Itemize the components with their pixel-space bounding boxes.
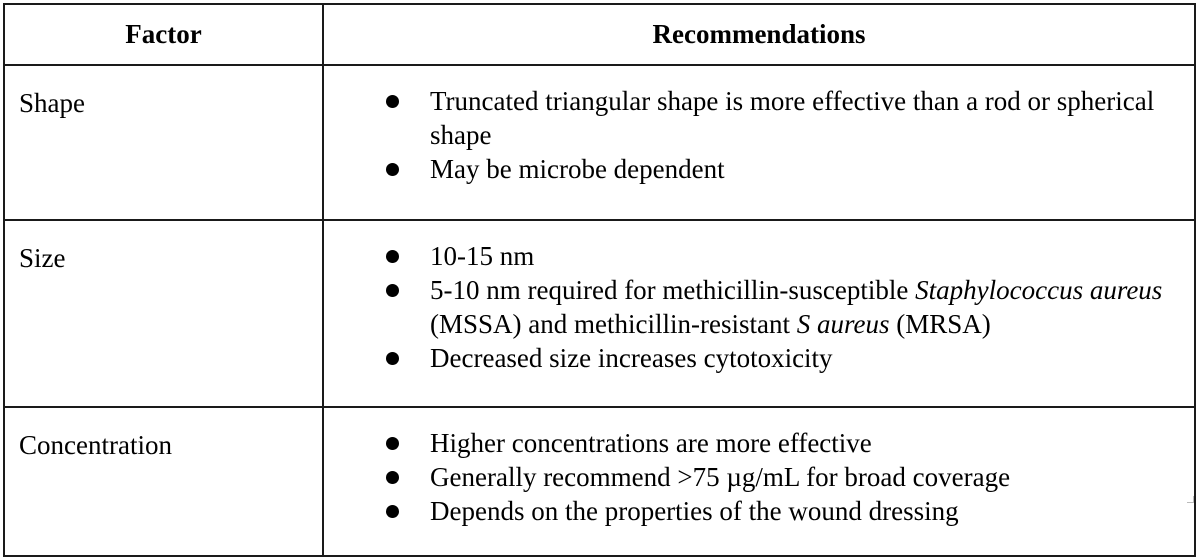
- list-item-text: Generally recommend >75 µg/mL for broad coverage: [430, 462, 1011, 492]
- list-item-text-part: (MSSA) and methicillin-resistant: [430, 309, 797, 339]
- list-item-text: Decreased size increases cytotoxicity: [430, 343, 833, 373]
- list-item: [324, 426, 1184, 460]
- factor-cell-shape: Shape: [4, 65, 323, 220]
- list-item: [324, 494, 1184, 528]
- list-item: [324, 152, 1184, 186]
- list-item-text-part: 5-10 nm required for methicillin-susceptible: [430, 275, 916, 305]
- header-factor: Factor: [4, 4, 323, 65]
- list-item: [324, 239, 1184, 273]
- table-row: [4, 407, 1195, 556]
- factor-cell-concentration: Concentration: [4, 407, 323, 556]
- table-row: [4, 220, 1195, 407]
- bullet-icon: [386, 437, 399, 450]
- bullet-icon: [386, 284, 399, 297]
- factor-cell-size: Size: [4, 220, 323, 407]
- list-item: [324, 273, 1184, 341]
- list-item: [324, 460, 1184, 494]
- table-header-row: [4, 4, 1195, 65]
- species-name-italic: Staphylococcus aureus: [915, 275, 1163, 305]
- bullet-icon: [386, 163, 399, 176]
- bullet-icon: [386, 471, 399, 484]
- list-item-text: Depends on the properties of the wound dressing: [430, 496, 959, 526]
- header-recommendations: Recommendations: [323, 4, 1195, 65]
- list-item-text: 10-15 nm: [430, 241, 535, 271]
- recommendation-cell: [323, 65, 1195, 220]
- bullet-icon: [386, 95, 399, 108]
- recommendation-cell: [323, 407, 1195, 556]
- table-row: [4, 65, 1195, 220]
- list-item-text: May be microbe dependent: [430, 154, 725, 184]
- bullet-icon: [386, 250, 399, 263]
- bullet-icon: [386, 352, 399, 365]
- list-item-text-part: (MRSA): [889, 309, 991, 339]
- list-item-text: Truncated triangular shape is more effective than a rod or spherical shape: [430, 86, 1155, 150]
- bullet-icon: [386, 505, 399, 518]
- recommendation-cell: [323, 220, 1195, 407]
- species-abbrev-italic: S aureus: [796, 309, 890, 339]
- resize-corner-mark: [1187, 496, 1194, 503]
- recommendation-list: [324, 84, 1184, 186]
- recommendation-list: [324, 426, 1184, 528]
- list-item-text: Higher concentrations are more effective: [430, 428, 872, 458]
- recommendation-list: [324, 239, 1184, 375]
- list-item: [324, 341, 1184, 375]
- recommendations-table: [3, 3, 1196, 557]
- list-item: [324, 84, 1184, 152]
